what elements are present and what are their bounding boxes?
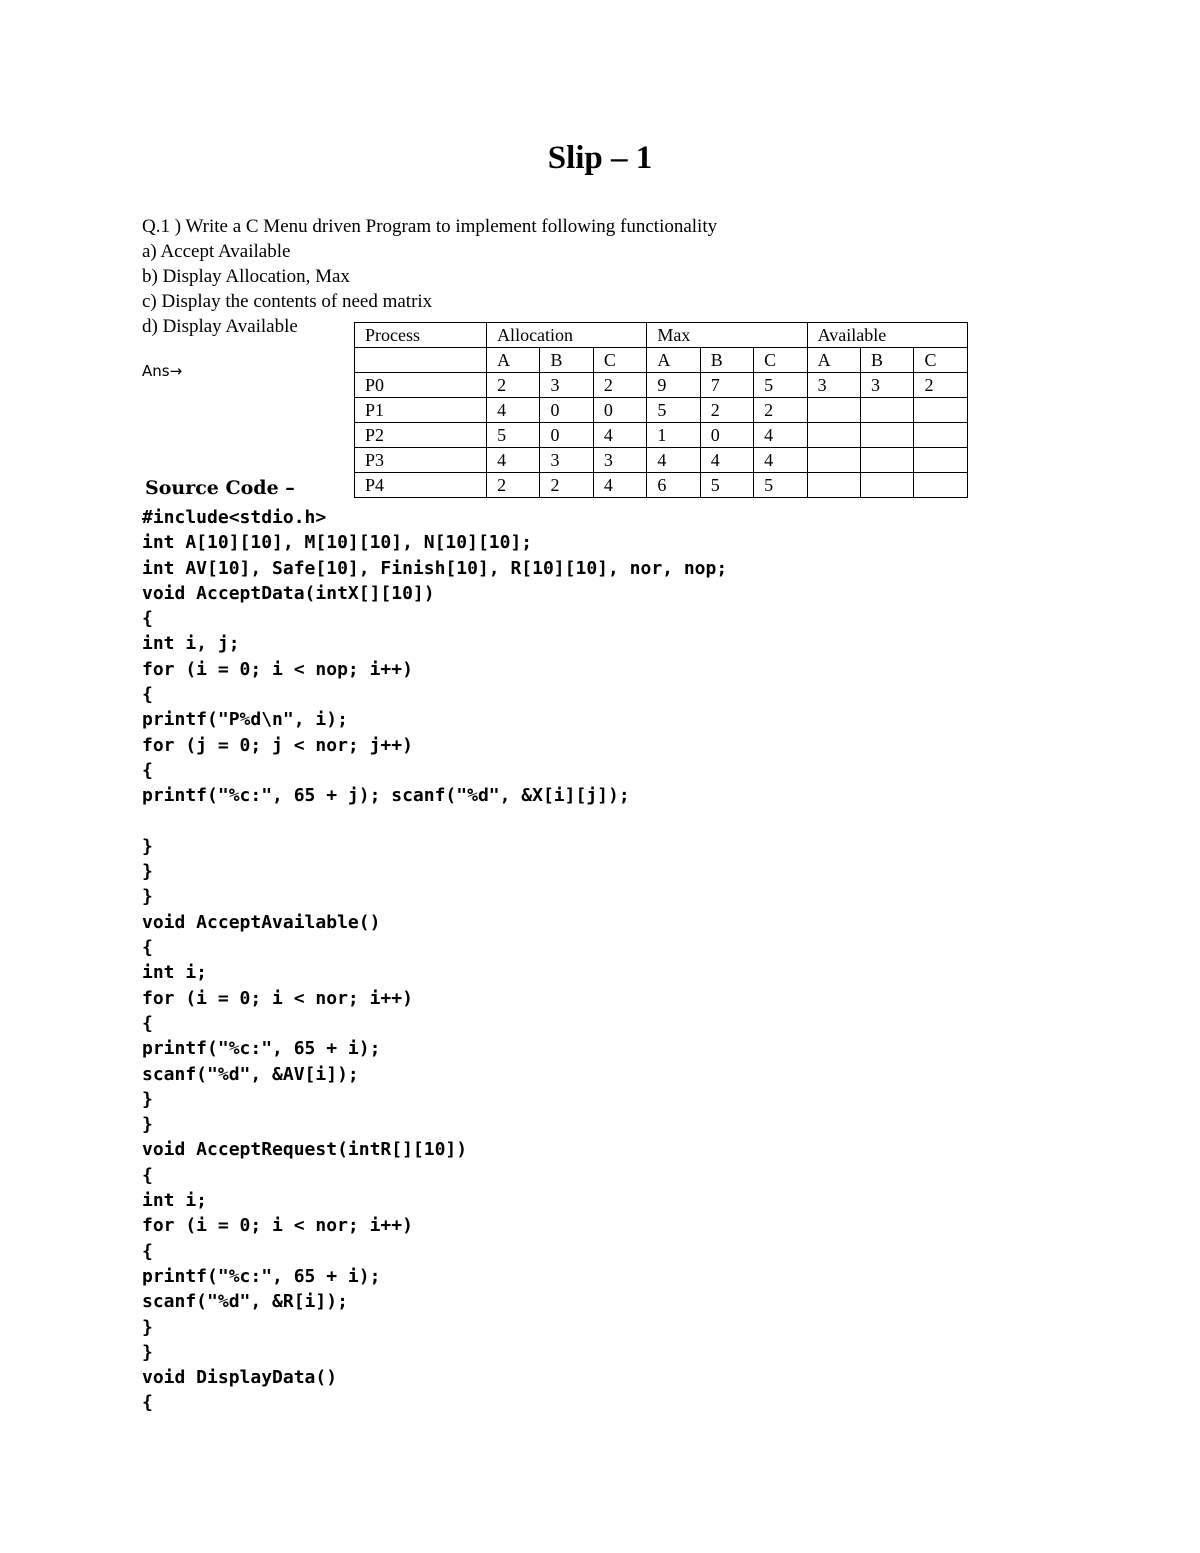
code-line: { [142,759,153,781]
value-cell: 5 [754,473,807,498]
code-line: for (i = 0; i < nor; i++) [142,987,413,1009]
code-line: #include<stdio.h> [142,507,327,528]
value-cell [807,448,860,473]
subheader-cell: B [700,348,753,373]
table-row [355,373,968,398]
question-prompt: Q.1 ) Write a C Menu driven Program to implement following functionality [142,216,718,237]
subheader-cell [355,348,487,373]
value-cell: 4 [700,448,753,473]
value-cell: 2 [700,398,753,423]
value-cell: 0 [593,398,646,423]
subheader-cell: C [593,348,646,373]
table-row [355,473,968,498]
value-cell [914,423,968,448]
code-line: int i, j; [142,633,240,655]
value-cell: 5 [647,398,700,423]
table-row [355,423,968,448]
header-allocation: Allocation [487,323,647,348]
value-cell: 5 [754,373,807,398]
subheader-cell: B [861,348,914,373]
value-cell: 4 [487,398,540,423]
code-line: for (i = 0; i < nor; i++) [142,1215,413,1237]
code-line: int i; [142,1190,208,1212]
value-cell: 3 [861,373,914,398]
subheader-cell: B [540,348,593,373]
subheader-cell: C [914,348,968,373]
value-cell: 4 [487,448,540,473]
value-cell: 2 [593,373,646,398]
process-cell: P4 [355,473,487,498]
value-cell [914,473,968,498]
code-line: } [142,835,153,857]
value-cell: 3 [807,373,860,398]
code-line: } [142,886,153,908]
code-line: } [142,1341,153,1363]
source-code-label: Source Code – [145,477,295,499]
code-line: for (i = 0; i < nop; i++) [142,658,413,680]
header-process: Process [355,323,487,348]
question-block [142,214,717,339]
value-cell: 2 [914,373,968,398]
code-line: { [142,1012,153,1034]
code-line: void AcceptRequest(intR[][10]) [142,1139,468,1161]
code-line: } [142,1316,153,1338]
value-cell [807,423,860,448]
value-cell: 1 [647,423,700,448]
process-cell: P2 [355,423,487,448]
code-line: { [142,1164,153,1186]
value-cell: 2 [487,473,540,498]
value-cell [861,448,914,473]
value-cell [807,473,860,498]
value-cell: 9 [647,373,700,398]
code-line: int i; [142,962,208,984]
code-line: void DisplayData() [142,1367,338,1389]
value-cell [914,448,968,473]
code-line: printf("P%d\n", i); [142,709,348,731]
ans-label: Ans→ [142,362,183,380]
value-cell: 3 [540,373,593,398]
code-line: { [142,1392,153,1414]
question-item-d: d) Display Available [142,316,298,337]
subheader-cell: A [807,348,860,373]
code-line: printf("%c:", 65 + i); [142,1265,381,1287]
value-cell: 2 [754,398,807,423]
value-cell [861,473,914,498]
code-line: void AcceptAvailable() [142,911,381,933]
value-cell: 3 [540,448,593,473]
subheader-cell: C [754,348,807,373]
code-line: scanf("%d", &R[i]); [142,1291,348,1313]
page-title: Slip – 1 [547,140,653,176]
process-cell: P1 [355,398,487,423]
question-item-b: b) Display Allocation, Max [142,266,350,287]
table-row [355,398,968,423]
value-cell: 4 [754,423,807,448]
code-line: { [142,608,153,630]
table-header-row [355,323,968,348]
value-cell: 2 [540,473,593,498]
code-line: int AV[10], Safe[10], Finish[10], R[10][10], nor, nop; [142,557,728,579]
value-cell: 0 [540,423,593,448]
code-line: { [142,937,153,959]
value-cell: 2 [487,373,540,398]
process-cell: P3 [355,448,487,473]
value-cell: 4 [647,448,700,473]
subheader-cell: A [487,348,540,373]
code-line: for (j = 0; j < nor; j++) [142,734,413,756]
table-subheader-row [355,348,968,373]
code-line: printf("%c:", 65 + i); [142,1038,381,1060]
value-cell [861,423,914,448]
value-cell: 0 [700,423,753,448]
process-cell: P0 [355,373,487,398]
value-cell [914,398,968,423]
question-item-c: c) Display the contents of need matrix [142,291,433,312]
header-available: Available [807,323,967,348]
question-item-a: a) Accept Available [142,241,291,262]
value-cell: 0 [540,398,593,423]
code-line: int A[10][10], M[10][10], N[10][10]; [142,532,533,554]
code-line: } [142,861,153,883]
code-line: } [142,1114,153,1136]
value-cell: 6 [647,473,700,498]
code-line: { [142,1240,153,1262]
value-cell: 7 [700,373,753,398]
value-cell: 4 [593,423,646,448]
code-line: printf("%c:", 65 + j); scanf("%d", &X[i][j]); [142,785,630,807]
value-cell: 3 [593,448,646,473]
source-code-block [142,505,727,1416]
subheader-cell: A [647,348,700,373]
bankers-table [354,322,968,498]
value-cell [861,398,914,423]
value-cell: 5 [487,423,540,448]
code-line: void AcceptData(intX[][10]) [142,582,435,604]
value-cell: 4 [754,448,807,473]
value-cell [807,398,860,423]
value-cell: 4 [593,473,646,498]
table-row [355,448,968,473]
code-line: } [142,1088,153,1110]
code-line [142,809,727,834]
table-body [355,373,968,498]
value-cell: 5 [700,473,753,498]
header-max: Max [647,323,807,348]
code-line: scanf("%d", &AV[i]); [142,1063,359,1085]
code-line: { [142,684,153,706]
